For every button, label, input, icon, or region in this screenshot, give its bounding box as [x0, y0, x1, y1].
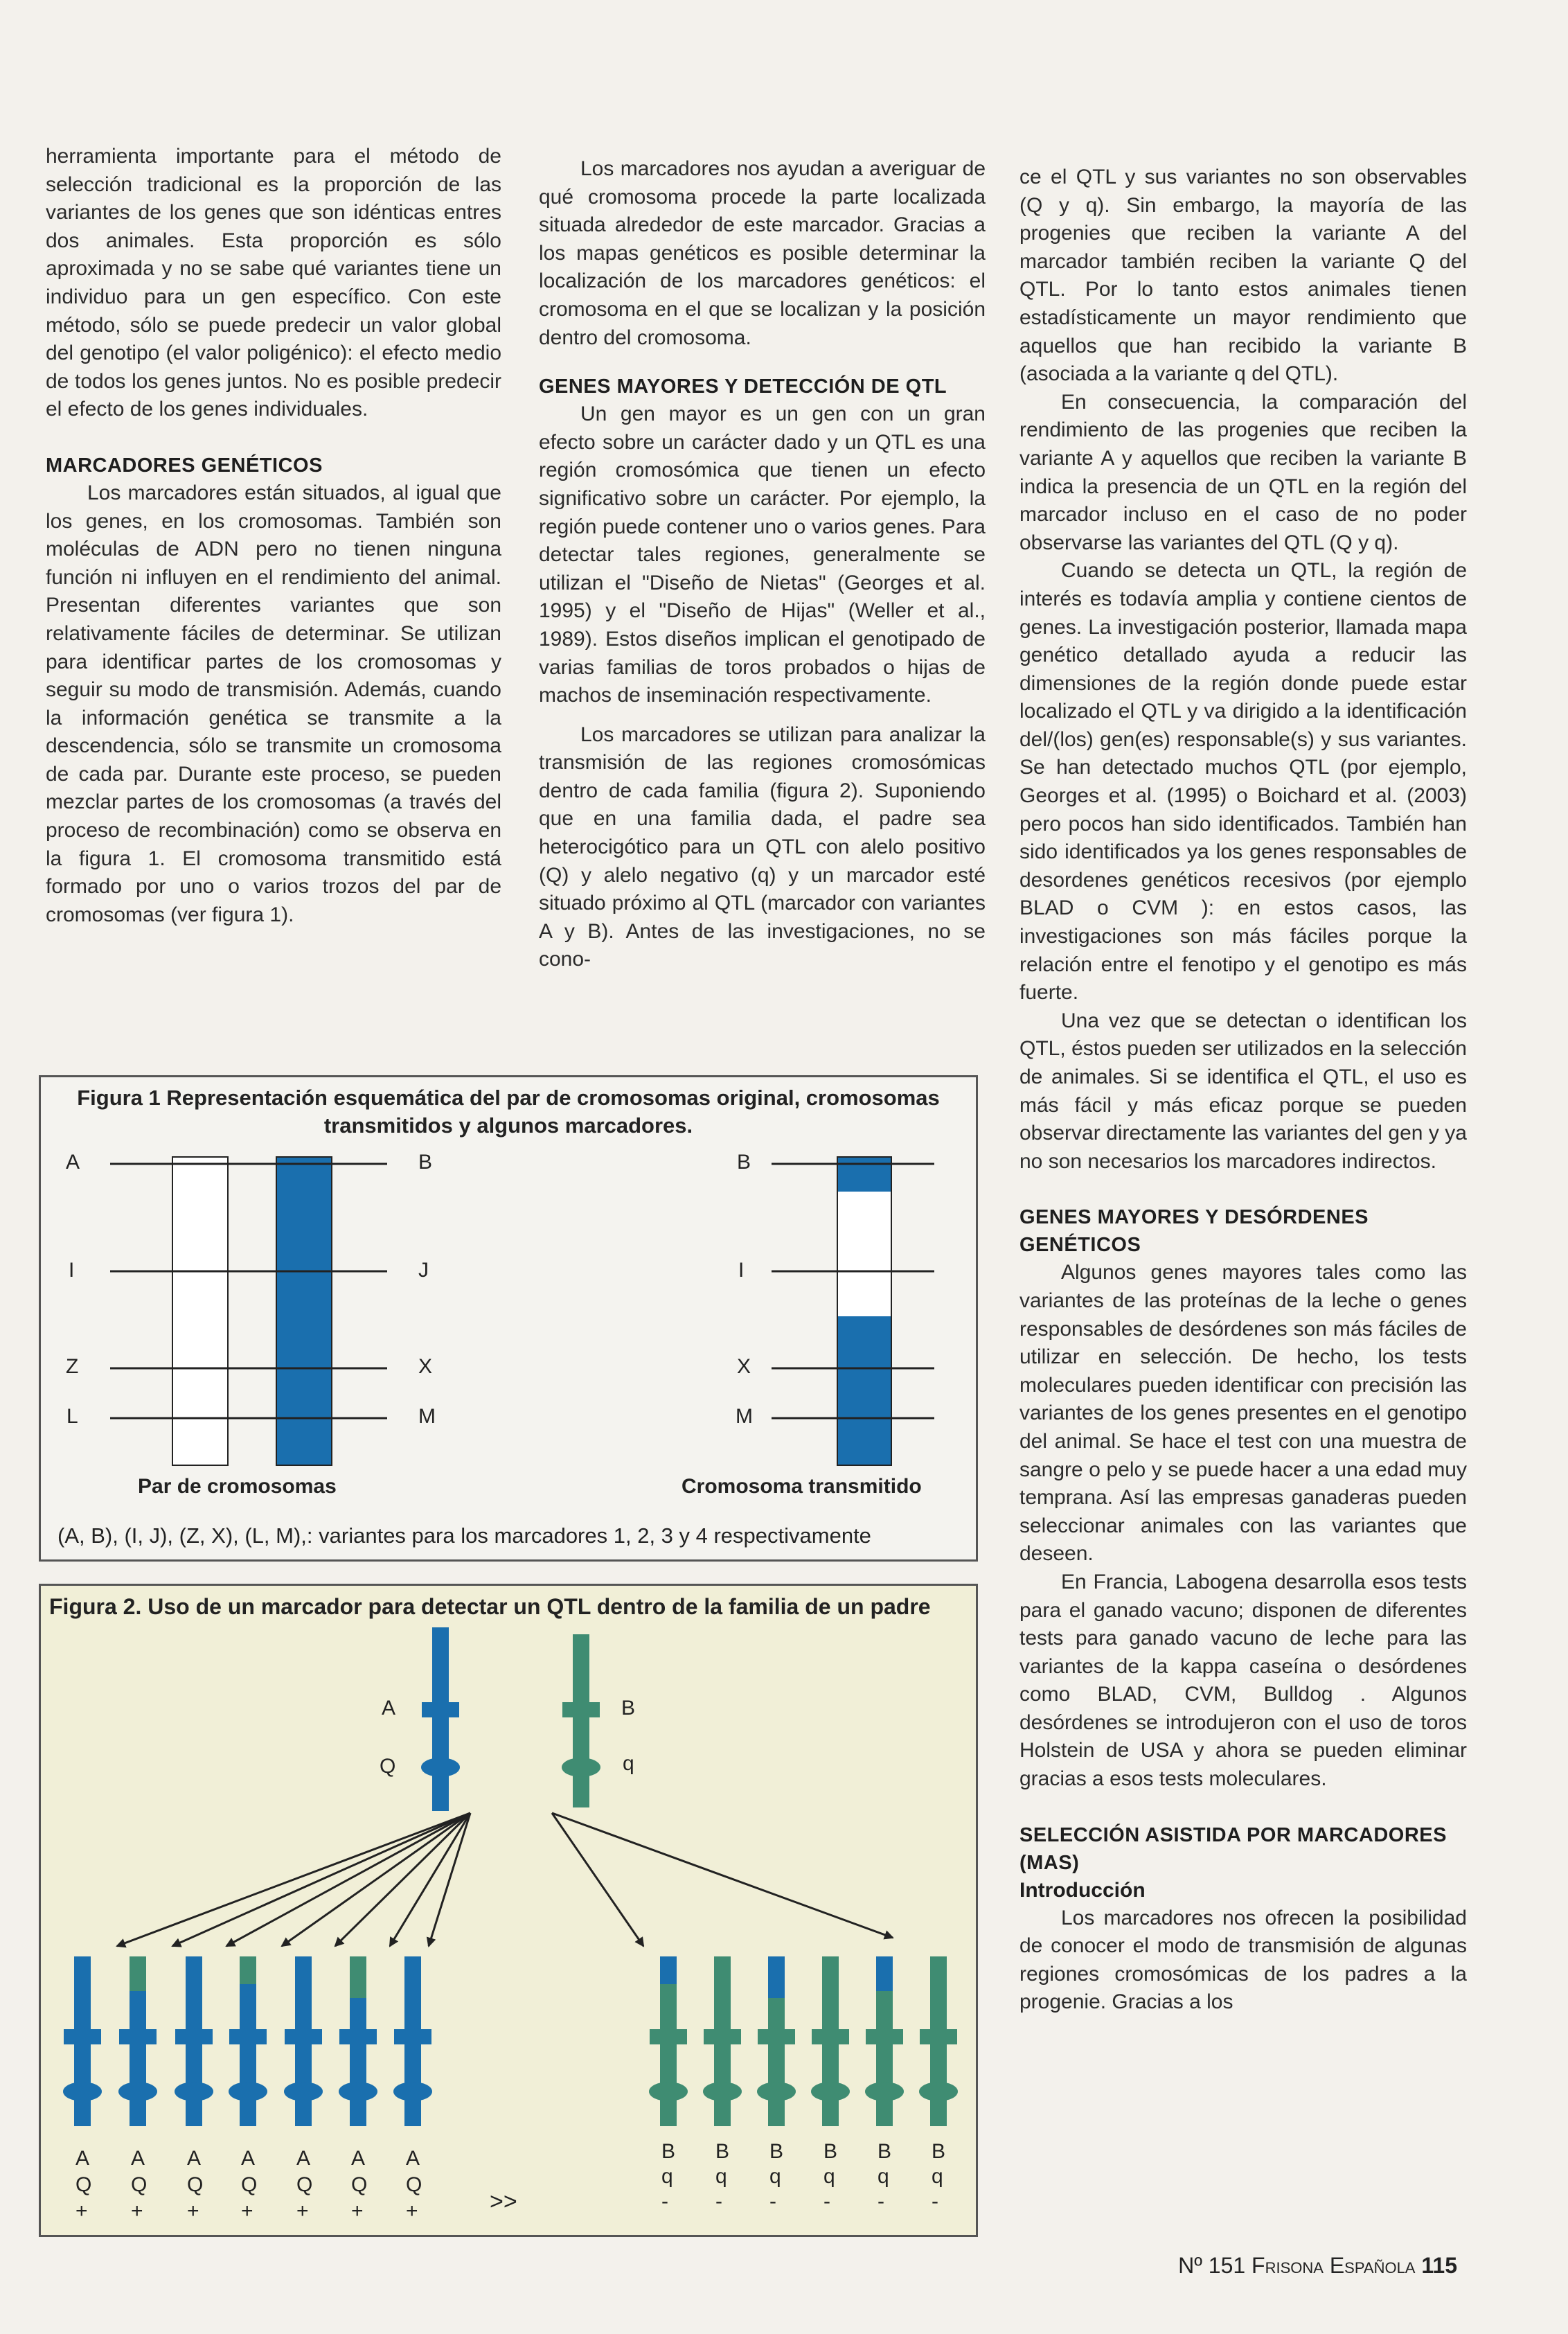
- fig2-parent-label-B: B: [621, 1697, 636, 1719]
- child-qtl-label: Q: [187, 2173, 204, 2196]
- col1-paragraph-2: Los marcadores están situados, al igual que los genes, en los cromosomas. También son moléculas de ADN pero no tienen ninguna función ni influyen en el rendimiento del animal. Presentan diferentes variantes que son relativamente fáciles de determinar. Se utilizan para identificar partes de los cromosomas y seguir su modo de transmisión. Además, cuando la información genética se transmite a la descendencia, sólo se transmite un cromosoma de cada par. Durante este proceso, se pueden mezclar partes de los cromosomas (a través del proceso de recombinación) como se observa en la figura 1. El cromosoma transmitido está formado por uno o varios trozos del par de cromosomas (ver figura 1).: [46, 481, 501, 926]
- left-child-chromosome: [229, 1956, 267, 2126]
- fig2-parent-label-Q: Q: [380, 1755, 396, 1778]
- fig1-left-label-1: A: [66, 1151, 80, 1174]
- left-child-chromosome: [284, 1956, 323, 2126]
- child-sign-label: +: [75, 2200, 88, 2222]
- heading-marcadores: MARCADORES GENÉTICOS: [46, 454, 323, 477]
- left-child-chromosome: [339, 1956, 377, 2126]
- compare-symbol: >>: [490, 2189, 517, 2215]
- col2-paragraph-3: Los marcadores se utilizan para analizar la transmisión de las regiones cromosómicas dentro de cada familia (figura 2). Suponiendo que en una familia dada, el padre sea heterocigótico para un QTL con alelo positivo (Q) y alelo negativo (q) y un marcador esté situado próximo al QTL (marcador con variantes A y B). Antes de las investigaciones, no se cono-: [539, 723, 986, 971]
- figure-2-diagram: [41, 1586, 976, 2237]
- child-marker-label: A: [351, 2147, 366, 2170]
- right-child-chromosome: [811, 1956, 850, 2126]
- transmission-arrow: [552, 1813, 643, 1946]
- figure-2-title: Figura 2. Uso de un marcador para detectar un QTL dentro de la familia de un padre: [49, 1594, 931, 1619]
- transmission-arrow: [172, 1813, 470, 1946]
- fig1-trans-label-2: I: [738, 1259, 745, 1282]
- column-3: [1019, 163, 1467, 2017]
- child-qtl-label: Q: [406, 2173, 422, 2196]
- children-chromosomes: [63, 1956, 958, 2126]
- heading-introduccion: Introducción: [1019, 1878, 1146, 1902]
- parent-chromosome-A: [421, 1627, 460, 1811]
- child-marker-label: A: [241, 2147, 256, 2170]
- child-qtl-label: q: [932, 2165, 943, 2188]
- child-qtl-label: q: [877, 2165, 889, 2188]
- child-marker-label: A: [75, 2147, 90, 2170]
- child-sign-label: +: [241, 2200, 253, 2222]
- fig1-left-label-2: I: [69, 1259, 75, 1282]
- child-sign-label: +: [351, 2200, 364, 2222]
- col3-paragraph-7: Los marcadores nos ofrecen la posibilidad de conocer el modo de transmisión de algunas regiones cromosómicas de los padres a la progenie. Gracias a los: [1019, 1906, 1467, 2014]
- right-child-chromosome: [757, 1956, 796, 2126]
- child-qtl-label: q: [661, 2165, 673, 2188]
- fig2-parent-label-q: q: [623, 1752, 634, 1775]
- right-child-chromosome: [703, 1956, 742, 2126]
- transmission-arrow: [226, 1813, 470, 1946]
- figure-1: [39, 1075, 978, 1562]
- transmission-arrow: [282, 1813, 470, 1946]
- left-child-chromosome: [175, 1956, 213, 2126]
- child-sign-label: +: [187, 2200, 199, 2222]
- column-2: [539, 155, 986, 974]
- child-marker-label: B: [823, 2140, 838, 2163]
- caption-cromosoma-transmitido: Cromosoma transmitido: [681, 1475, 922, 1498]
- child-marker-label: A: [131, 2147, 145, 2170]
- fig1-right-label-2: J: [418, 1259, 429, 1282]
- fig2-parent-label-A: A: [382, 1697, 396, 1719]
- heading-desordenes: GENES MAYORES Y DESÓRDENES GENÉTICOS: [1019, 1206, 1369, 1257]
- heading-genes-mayores-qtl: GENES MAYORES Y DETECCIÓN DE QTL: [539, 375, 947, 398]
- parent-chromosome-B: [562, 1634, 600, 1807]
- heading-mas: SELECCIÓN ASISTIDA POR MARCADORES (MAS): [1019, 1823, 1447, 1874]
- child-marker-label: B: [932, 2140, 946, 2163]
- child-marker-label: A: [406, 2147, 420, 2170]
- child-sign-label: -: [932, 2190, 938, 2213]
- child-marker-label: B: [769, 2140, 784, 2163]
- child-sign-label: -: [769, 2190, 776, 2213]
- col2-paragraph-2: Un gen mayor es un gen con un gran efecto sobre un carácter dado y un QTL es una región cromosómica que tienen un efecto significativo sobre un carácter. Por ejemplo, la región puede contener uno o varios genes. Para detectar tales regiones, generalmente se utilizan el "Diseño de Nietas" (Georges et al. 1995) y el "Diseño de Hijas" (Weller et al., 1989). Estos diseños implican el genotipado de varias familias de toros probados o hijas de machos de inseminación respectivamente.: [539, 403, 986, 707]
- child-qtl-label: q: [769, 2165, 781, 2188]
- left-child-chromosome: [118, 1956, 157, 2126]
- figure-1-diagram: [41, 1147, 976, 1493]
- child-qtl-label: Q: [75, 2173, 92, 2196]
- child-qtl-label: q: [823, 2165, 835, 2188]
- transmission-arrows: [117, 1813, 893, 1946]
- right-child-chromosome: [649, 1956, 688, 2126]
- col3-paragraph-6: En Francia, Labogena desarrolla esos tests para el ganado vacuno; disponen de diferentes tests para ganado vacuno de leche para las variantes de la kappa caseína o desórdenes como BLAD, CVM, Bulldog . Algunos desórdenes se introdujeron con el uso de toros Holstein de USA y ahora se pueden eliminar gracias a esos tests moleculares.: [1019, 1570, 1467, 1791]
- child-sign-label: +: [296, 2200, 309, 2222]
- col1-paragraph-1: herramienta importante para el método de selección tradicional es la proporción de las variantes de los genes que son idénticas entres dos animales. Esta proporción es sólo aproximada y no se sabe qué variantes tiene un individuo para un gen específico. Con este método, sólo se puede predecir un valor global del genotipo (el valor poligénico): el efecto medio de todos los genes juntos. No es posible predecir el efecto de los genes individuales.: [46, 145, 501, 421]
- fig1-right-label-4: M: [418, 1405, 436, 1428]
- figure-2: [39, 1584, 978, 2237]
- child-marker-label: A: [187, 2147, 202, 2170]
- left-child-chromosome: [63, 1956, 102, 2126]
- col3-paragraph-4: Una vez que se detectan o identifican los QTL, éstos pueden ser utilizados en la selección de animales. Si se identifica el QTL, el uso es más fácil y más eficaz porque se pueden observar directamente las variantes del gen y ya no son necesarios los marcadores indirectos.: [1019, 1009, 1467, 1173]
- fig1-trans-label-3: X: [737, 1355, 751, 1378]
- fig1-left-label-3: Z: [66, 1355, 79, 1378]
- caption-par-cromosomas: Par de cromosomas: [138, 1475, 337, 1498]
- child-marker-label: A: [296, 2147, 311, 2170]
- col2-paragraph-1: Los marcadores nos ayudan a averiguar de qué cromosoma procede la parte localizada situada alrededor de este marcador. Gracias a los mapas genéticos es posible determinar la localización de los marcadores genéticos: el cromosoma en el que se localizan y la posición dentro del cromosoma.: [539, 157, 986, 349]
- col3-paragraph-1: ce el QTL y sus variantes no son observables (Q y q). Sin embargo, la mayoría de las progenies que reciben la variante A del marcador también reciben la variante Q del QTL. Por lo tanto estos animales tienen estadísticamente un mayor rendimiento que aquellos que han recibido la variante B (asociada a la variante q del QTL).: [1019, 166, 1467, 386]
- child-qtl-label: Q: [241, 2173, 258, 2196]
- child-sign-label: +: [131, 2200, 143, 2222]
- footer-page-number: 115: [1421, 2253, 1457, 2278]
- child-sign-label: -: [661, 2190, 668, 2213]
- page-footer: [1178, 2253, 1457, 2279]
- col3-paragraph-2: En consecuencia, la comparación del rendimiento de las progenies que reciben la variante A y aquellos que reciben la variante B indica la presencia de un QTL en la región del marcador incluso en el caso de no poder observarse las variantes del QTL (Q y q).: [1019, 390, 1467, 554]
- child-marker-label: B: [715, 2140, 730, 2163]
- child-qtl-label: Q: [351, 2173, 368, 2196]
- child-marker-label: B: [661, 2140, 676, 2163]
- column-1: [46, 143, 501, 929]
- figure-1-title: Figura 1 Representación esquemática del par de cromosomas original, cromosomas transmitidos y algunos marcadores.: [77, 1086, 940, 1138]
- fig1-note: (A, B), (I, J), (Z, X), (L, M),: variantes para los marcadores 1, 2, 3 y 4 respectivamente: [57, 1523, 871, 1548]
- child-sign-label: +: [406, 2200, 418, 2222]
- fig1-right-label-1: B: [418, 1151, 433, 1174]
- transmission-arrow: [552, 1813, 893, 1938]
- right-child-chromosome: [919, 1956, 958, 2126]
- transmission-arrow: [117, 1813, 470, 1946]
- fig1-left-label-4: L: [66, 1405, 78, 1428]
- child-qtl-label: q: [715, 2165, 727, 2188]
- fig1-trans-label-1: B: [737, 1151, 751, 1174]
- footer-issue: Nº 151: [1178, 2253, 1246, 2278]
- child-marker-label: B: [877, 2140, 892, 2163]
- child-qtl-label: Q: [131, 2173, 148, 2196]
- child-sign-label: -: [715, 2190, 722, 2213]
- child-sign-label: -: [823, 2190, 830, 2213]
- fig1-trans-label-4: M: [736, 1405, 753, 1428]
- col3-paragraph-5: Algunos genes mayores tales como las variantes de las proteínas de la leche o genes responsables de desórdenes son más fáciles de utilizar en selección. De hecho, los tests moleculares pueden identificar con precisión las variantes de los genes presentes en el genotipo del animal. Se hace el test con una muestra de sangre o pelo y se puede hacer a una edad muy temprana. Así las empresas ganaderas pueden seleccionar animales con las variantes que deseen.: [1019, 1261, 1467, 1566]
- fig1-right-label-3: X: [418, 1355, 433, 1378]
- footer-magazine: Frisona Española: [1251, 2253, 1416, 2278]
- left-child-chromosome: [393, 1956, 432, 2126]
- col3-paragraph-3: Cuando se detecta un QTL, la región de interés es todavía amplia y contiene cientos de genes. La investigación posterior, llamada mapa genético detallado ayuda a reducir las dimensiones de la región donde puede estar localizado el QTL y va dirigido a la identificación del/(los) gen(es) responsable(s) y sus variantes. Se han detectado muchos QTL (por ejemplo, Georges et al. (1995) o Boichard et al. (2003) pero pocos han sido identificados. También han sido identificados ya los genes responsables de desordenes genéticos recesivos (por ejemplo BLAD o CVM ): en estos casos, las investigaciones son más fáciles porque la relación entre el fenotipo y el genotipo es más fuerte.: [1019, 559, 1467, 1005]
- right-child-chromosome: [865, 1956, 904, 2126]
- child-qtl-label: Q: [296, 2173, 313, 2196]
- child-sign-label: -: [877, 2190, 884, 2213]
